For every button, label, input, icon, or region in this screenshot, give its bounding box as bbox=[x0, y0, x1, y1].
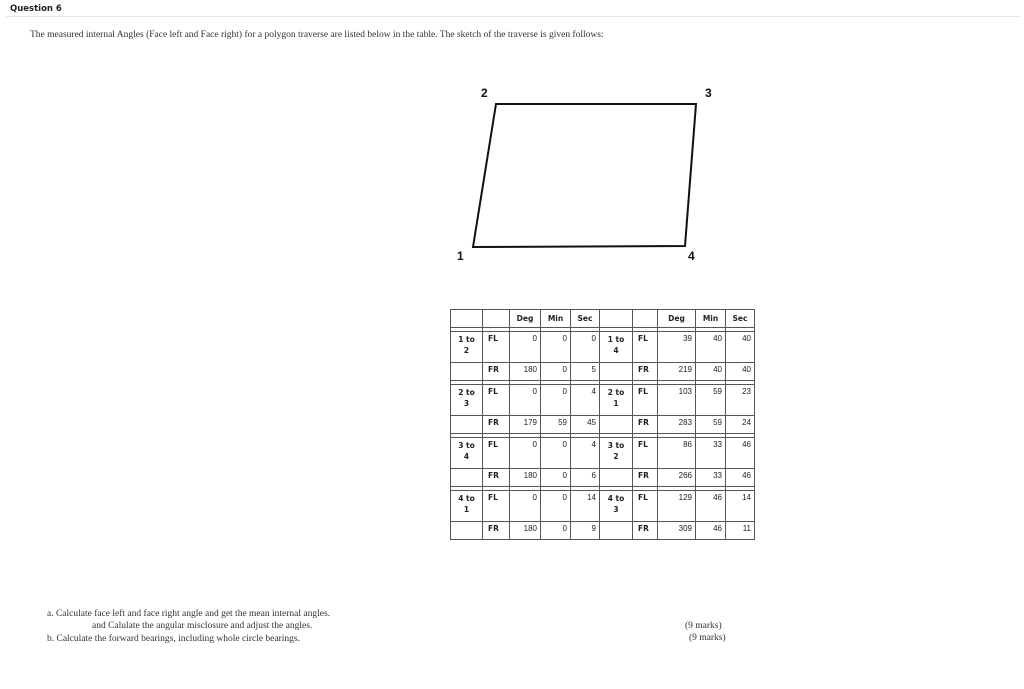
blank-cell bbox=[600, 522, 633, 540]
header-blank bbox=[483, 310, 510, 328]
station-label bbox=[451, 332, 483, 363]
station-label-line: 1 to bbox=[458, 335, 475, 344]
angle-value: 59 bbox=[696, 416, 726, 434]
angle-value: 0 bbox=[541, 469, 571, 487]
table-row bbox=[451, 491, 755, 522]
face-right-label: FR bbox=[633, 416, 658, 434]
face-left-label: FL bbox=[633, 491, 658, 522]
face-left-label: FL bbox=[483, 385, 510, 416]
header-blank bbox=[633, 310, 658, 328]
angle-value: 0 bbox=[510, 491, 541, 522]
angle-value: 103 bbox=[658, 385, 696, 416]
angle-value: 46 bbox=[726, 438, 755, 469]
angle-value: 46 bbox=[696, 522, 726, 540]
angle-value: 40 bbox=[726, 363, 755, 381]
traverse-sketch bbox=[0, 0, 1024, 300]
angle-value: 0 bbox=[510, 385, 541, 416]
station-label-line: 3 bbox=[463, 399, 470, 408]
angle-value: 0 bbox=[541, 363, 571, 381]
marks-a: (9 marks) bbox=[685, 621, 722, 631]
column-header: Deg bbox=[510, 310, 541, 328]
angle-value: 14 bbox=[571, 491, 600, 522]
angle-value: 11 bbox=[726, 522, 755, 540]
angle-value: 86 bbox=[658, 438, 696, 469]
station-label bbox=[451, 385, 483, 416]
table-row bbox=[451, 332, 755, 363]
angle-value: 4 bbox=[571, 385, 600, 416]
angle-value: 309 bbox=[658, 522, 696, 540]
station-label-line: 1 bbox=[613, 399, 619, 408]
angle-value: 6 bbox=[571, 469, 600, 487]
angle-value: 0 bbox=[541, 522, 571, 540]
face-right-label: FR bbox=[633, 469, 658, 487]
face-right-label: FR bbox=[483, 522, 510, 540]
face-right-label: FR bbox=[483, 469, 510, 487]
angle-value: 180 bbox=[510, 469, 541, 487]
table-row bbox=[451, 385, 755, 416]
angle-value: 0 bbox=[571, 332, 600, 363]
angle-value: 9 bbox=[571, 522, 600, 540]
column-header: Sec bbox=[571, 310, 600, 328]
station-label-line: 2 to bbox=[607, 388, 625, 397]
table-row bbox=[451, 469, 755, 487]
station-label-line: 3 to bbox=[458, 441, 475, 450]
header-blank bbox=[600, 310, 633, 328]
face-right-label: FR bbox=[633, 363, 658, 381]
angle-value: 0 bbox=[510, 438, 541, 469]
station-label-line: 2 to bbox=[458, 388, 475, 397]
station-label-line: 2 bbox=[463, 346, 470, 355]
task-a-line2: and Calulate the angular misclosure and adjust the angles. bbox=[92, 621, 313, 631]
angle-value: 39 bbox=[658, 332, 696, 363]
table-row bbox=[451, 438, 755, 469]
question-intro: The measured internal Angles (Face left and Face right) for a polygon traverse are listed below in the table. The sketch of the traverse is given follows: bbox=[30, 30, 604, 40]
angle-value: 5 bbox=[571, 363, 600, 381]
angle-value: 0 bbox=[541, 491, 571, 522]
face-right-label: FR bbox=[633, 522, 658, 540]
angle-value: 0 bbox=[541, 438, 571, 469]
face-left-label: FL bbox=[483, 332, 510, 363]
angle-value: 180 bbox=[510, 363, 541, 381]
angle-value: 179 bbox=[510, 416, 541, 434]
station-label-line: 1 to bbox=[607, 335, 625, 344]
blank-cell bbox=[451, 469, 483, 487]
angle-value: 59 bbox=[696, 385, 726, 416]
task-b-line: b. Calculate the forward bearings, including whole circle bearings. bbox=[47, 634, 300, 644]
angle-value: 266 bbox=[658, 469, 696, 487]
station-label-line: 4 bbox=[613, 346, 619, 355]
face-left-label: FL bbox=[483, 491, 510, 522]
vertex-label-4: 4 bbox=[688, 249, 695, 263]
marks-b: (9 marks) bbox=[689, 633, 726, 643]
station-label bbox=[600, 491, 633, 522]
blank-cell bbox=[600, 416, 633, 434]
station-label bbox=[451, 438, 483, 469]
table-row bbox=[451, 363, 755, 381]
angle-value: 40 bbox=[726, 332, 755, 363]
angle-value: 23 bbox=[726, 385, 755, 416]
face-right-label: FR bbox=[483, 416, 510, 434]
angle-value: 14 bbox=[726, 491, 755, 522]
station-label-line: 4 to bbox=[458, 494, 475, 503]
column-header: Deg bbox=[658, 310, 696, 328]
angle-table bbox=[450, 309, 755, 540]
angle-value: 46 bbox=[696, 491, 726, 522]
angle-value: 4 bbox=[571, 438, 600, 469]
angle-value: 33 bbox=[696, 438, 726, 469]
station-label-line: 2 bbox=[613, 452, 619, 461]
angle-value: 219 bbox=[658, 363, 696, 381]
angle-value: 0 bbox=[510, 332, 541, 363]
station-label-line: 3 to bbox=[607, 441, 625, 450]
table-row bbox=[451, 416, 755, 434]
station-label-line: 4 bbox=[463, 452, 470, 461]
angle-value: 180 bbox=[510, 522, 541, 540]
angle-value: 0 bbox=[541, 385, 571, 416]
face-left-label: FL bbox=[633, 332, 658, 363]
station-label bbox=[600, 332, 633, 363]
face-left-label: FL bbox=[633, 438, 658, 469]
station-label-line: 4 to bbox=[607, 494, 625, 503]
vertex-label-3: 3 bbox=[705, 86, 712, 100]
task-a-line1: a. Calculate face left and face right angle and get the mean internal angles. bbox=[47, 609, 331, 619]
angle-value: 24 bbox=[726, 416, 755, 434]
traverse-polygon bbox=[473, 104, 696, 247]
angle-value: 283 bbox=[658, 416, 696, 434]
angle-value: 0 bbox=[541, 332, 571, 363]
station-label bbox=[600, 438, 633, 469]
table-header-row bbox=[451, 310, 755, 328]
station-label bbox=[600, 385, 633, 416]
station-label-line: 3 bbox=[613, 505, 619, 514]
blank-cell bbox=[600, 469, 633, 487]
angle-value: 33 bbox=[696, 469, 726, 487]
column-header: Min bbox=[541, 310, 571, 328]
vertex-label-2: 2 bbox=[481, 86, 488, 100]
column-header: Sec bbox=[726, 310, 755, 328]
station-label bbox=[451, 491, 483, 522]
blank-cell bbox=[451, 522, 483, 540]
blank-cell bbox=[600, 363, 633, 381]
question-title: Question 6 bbox=[10, 4, 62, 14]
angle-value: 40 bbox=[696, 332, 726, 363]
angle-value: 129 bbox=[658, 491, 696, 522]
face-left-label: FL bbox=[483, 438, 510, 469]
vertex-label-1: 1 bbox=[457, 249, 464, 263]
station-label-line: 1 bbox=[463, 505, 470, 514]
angle-value: 45 bbox=[571, 416, 600, 434]
face-left-label: FL bbox=[633, 385, 658, 416]
blank-cell bbox=[451, 363, 483, 381]
face-right-label: FR bbox=[483, 363, 510, 381]
angle-value: 46 bbox=[726, 469, 755, 487]
header-blank bbox=[451, 310, 483, 328]
column-header: Min bbox=[696, 310, 726, 328]
angle-value: 40 bbox=[696, 363, 726, 381]
angle-value: 59 bbox=[541, 416, 571, 434]
blank-cell bbox=[451, 416, 483, 434]
table-row bbox=[451, 522, 755, 540]
